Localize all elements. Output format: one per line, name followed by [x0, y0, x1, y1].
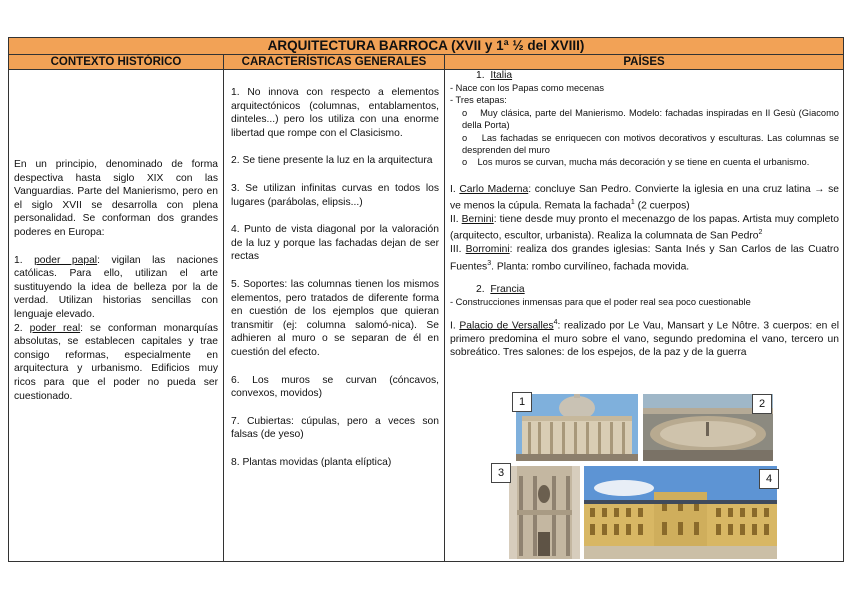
caracteristica-item: 4. Punto de vista diagonal por la valoración de la luz y porque las fachadas dejan de ser rectas	[231, 224, 439, 263]
photo-san-pedro-facade	[516, 394, 638, 461]
column-headers	[9, 55, 843, 70]
francia-line: - Construcciones inmensas para que el poder real sea poco cuestionable	[450, 296, 751, 307]
caracteristicas-column	[224, 70, 444, 561]
header-contexto: CONTEXTO HISTÓRICO	[50, 56, 182, 68]
caracteristica-item: 2. Se tiene presente la luz en la arquitectura	[231, 155, 433, 167]
contexto-intro: En un principio, denominado de forma despectiva hasta siglo XIX con las Vanguardias. Parte del Manierismo, pero en el siglo XVII se desarrolla con plena personalidad. Se conforman dos grandes poderes en Europa:	[14, 159, 218, 238]
figure-number-badge: 4	[759, 469, 779, 489]
contexto-column	[9, 70, 223, 561]
etapa-item: o Los muros se curvan, mucha más decoración y se tiene en cuenta el urbanismo.	[462, 157, 810, 168]
caracteristica-item: 3. Se utilizan infinitas curvas en todos los lugares (parábolas, elipsis...)	[231, 182, 439, 208]
palacio-versalles: I. Palacio de Versalles$^4$: realizado por Le Vau, Mansart y Le Nôtre. 3 cuerpos: en el primero predomina el muro sobre el vano, segundo predomina el vano, tercero un sobreático. Tres salones: de los espejos, de la paz y de la guerra	[450, 318, 839, 359]
contexto-poder-real: 2. poder real: se conforman monarquías absolutas, se establecen capitales y trae consigo reformas, especialmente en arquitectura y urbanismo. Edificios muy ricos para que el poder no pueda ser cuestionado.	[14, 322, 219, 402]
caracteristica-item: 5. Soportes: las columnas tienen los mismos elementos, pero tratados de diferente forma en cuestión de los ejemplos que quieran transmitir (ej: columna salomó-nica). Se adhieren al muro o se separan de él en cuestión del efecto.	[231, 278, 439, 358]
figure-number-badge: 2	[752, 394, 772, 414]
heading-italia: 1. Italia	[476, 70, 513, 81]
arquitecto-borromini: III. Borromini: realiza dos grandes iglesias: Santa Inés y San Carlos de las Cuatro Fuentes$^3$. Planta: rombo curvilíneo, fachada movida.	[450, 244, 839, 273]
etapa-item: o Muy clásica, parte del Manierismo. Modelo: fachadas inspiradas en Il Gesù (Giacomo della Porta)	[462, 107, 839, 131]
caracteristica-item: 6. Los muros se curvan (cóncavos, convexos, movidos)	[231, 374, 439, 400]
photo-versalles	[584, 466, 777, 559]
header-paises: PAÍSES	[623, 56, 665, 68]
figure-number-badge: 3	[491, 463, 511, 483]
caracteristica-item: 7. Cubiertas: cúpulas, pero a veces son falsas (de yeso)	[231, 415, 439, 441]
header-caracteristicas: CARACTERÍSTICAS GENERALES	[241, 56, 427, 68]
photo-san-carlo	[509, 466, 580, 559]
etapa-item: o Las fachadas se enriquecen con motivos decorativos y esculturas. Las columnas se desprenden del muro	[462, 132, 839, 156]
table-title: ARQUITECTURA BARROCA (XVII y 1ª ½ del XVIII)	[9, 38, 843, 55]
italia-etapas: - Tres etapas:	[450, 95, 507, 106]
italia-mecenas: - Nace con los Papas como mecenas	[450, 83, 604, 93]
heading-francia: 2. Francia	[476, 283, 525, 295]
arquitecto-bernini: II. Bernini: tiene desde muy pronto el mecenazgo de los papas. Artista muy completo (arquitecto, escultor, urbanista). Realiza la columnata de San Pedro$^2$	[450, 214, 839, 242]
arquitecto-maderna: I. Carlo Maderna: concluye San Pedro. Convierte la iglesia en una cruz latina → se ve menos la cúpula. Remata la fachada$^1$ (2 cuerpos)	[450, 183, 839, 212]
contexto-poder-papal: 1. poder papal: vigilan las naciones católicas. Para ello, utilizan el arte sustituyendo la idea de belleza por la de verdad. Utilizan historias sencillas con lenguaje elevado.	[14, 254, 219, 320]
caracteristica-item: 8. Plantas movidas (planta elíptica)	[231, 456, 392, 468]
figure-number-badge: 1	[512, 392, 532, 412]
caracteristica-item: 1. No innova con respecto a elementos arquitectónicos (columnas, entablamentos, dinteles...) pero los utiliza con una enorme libertad que rompe con el Clasicismo.	[231, 87, 439, 139]
